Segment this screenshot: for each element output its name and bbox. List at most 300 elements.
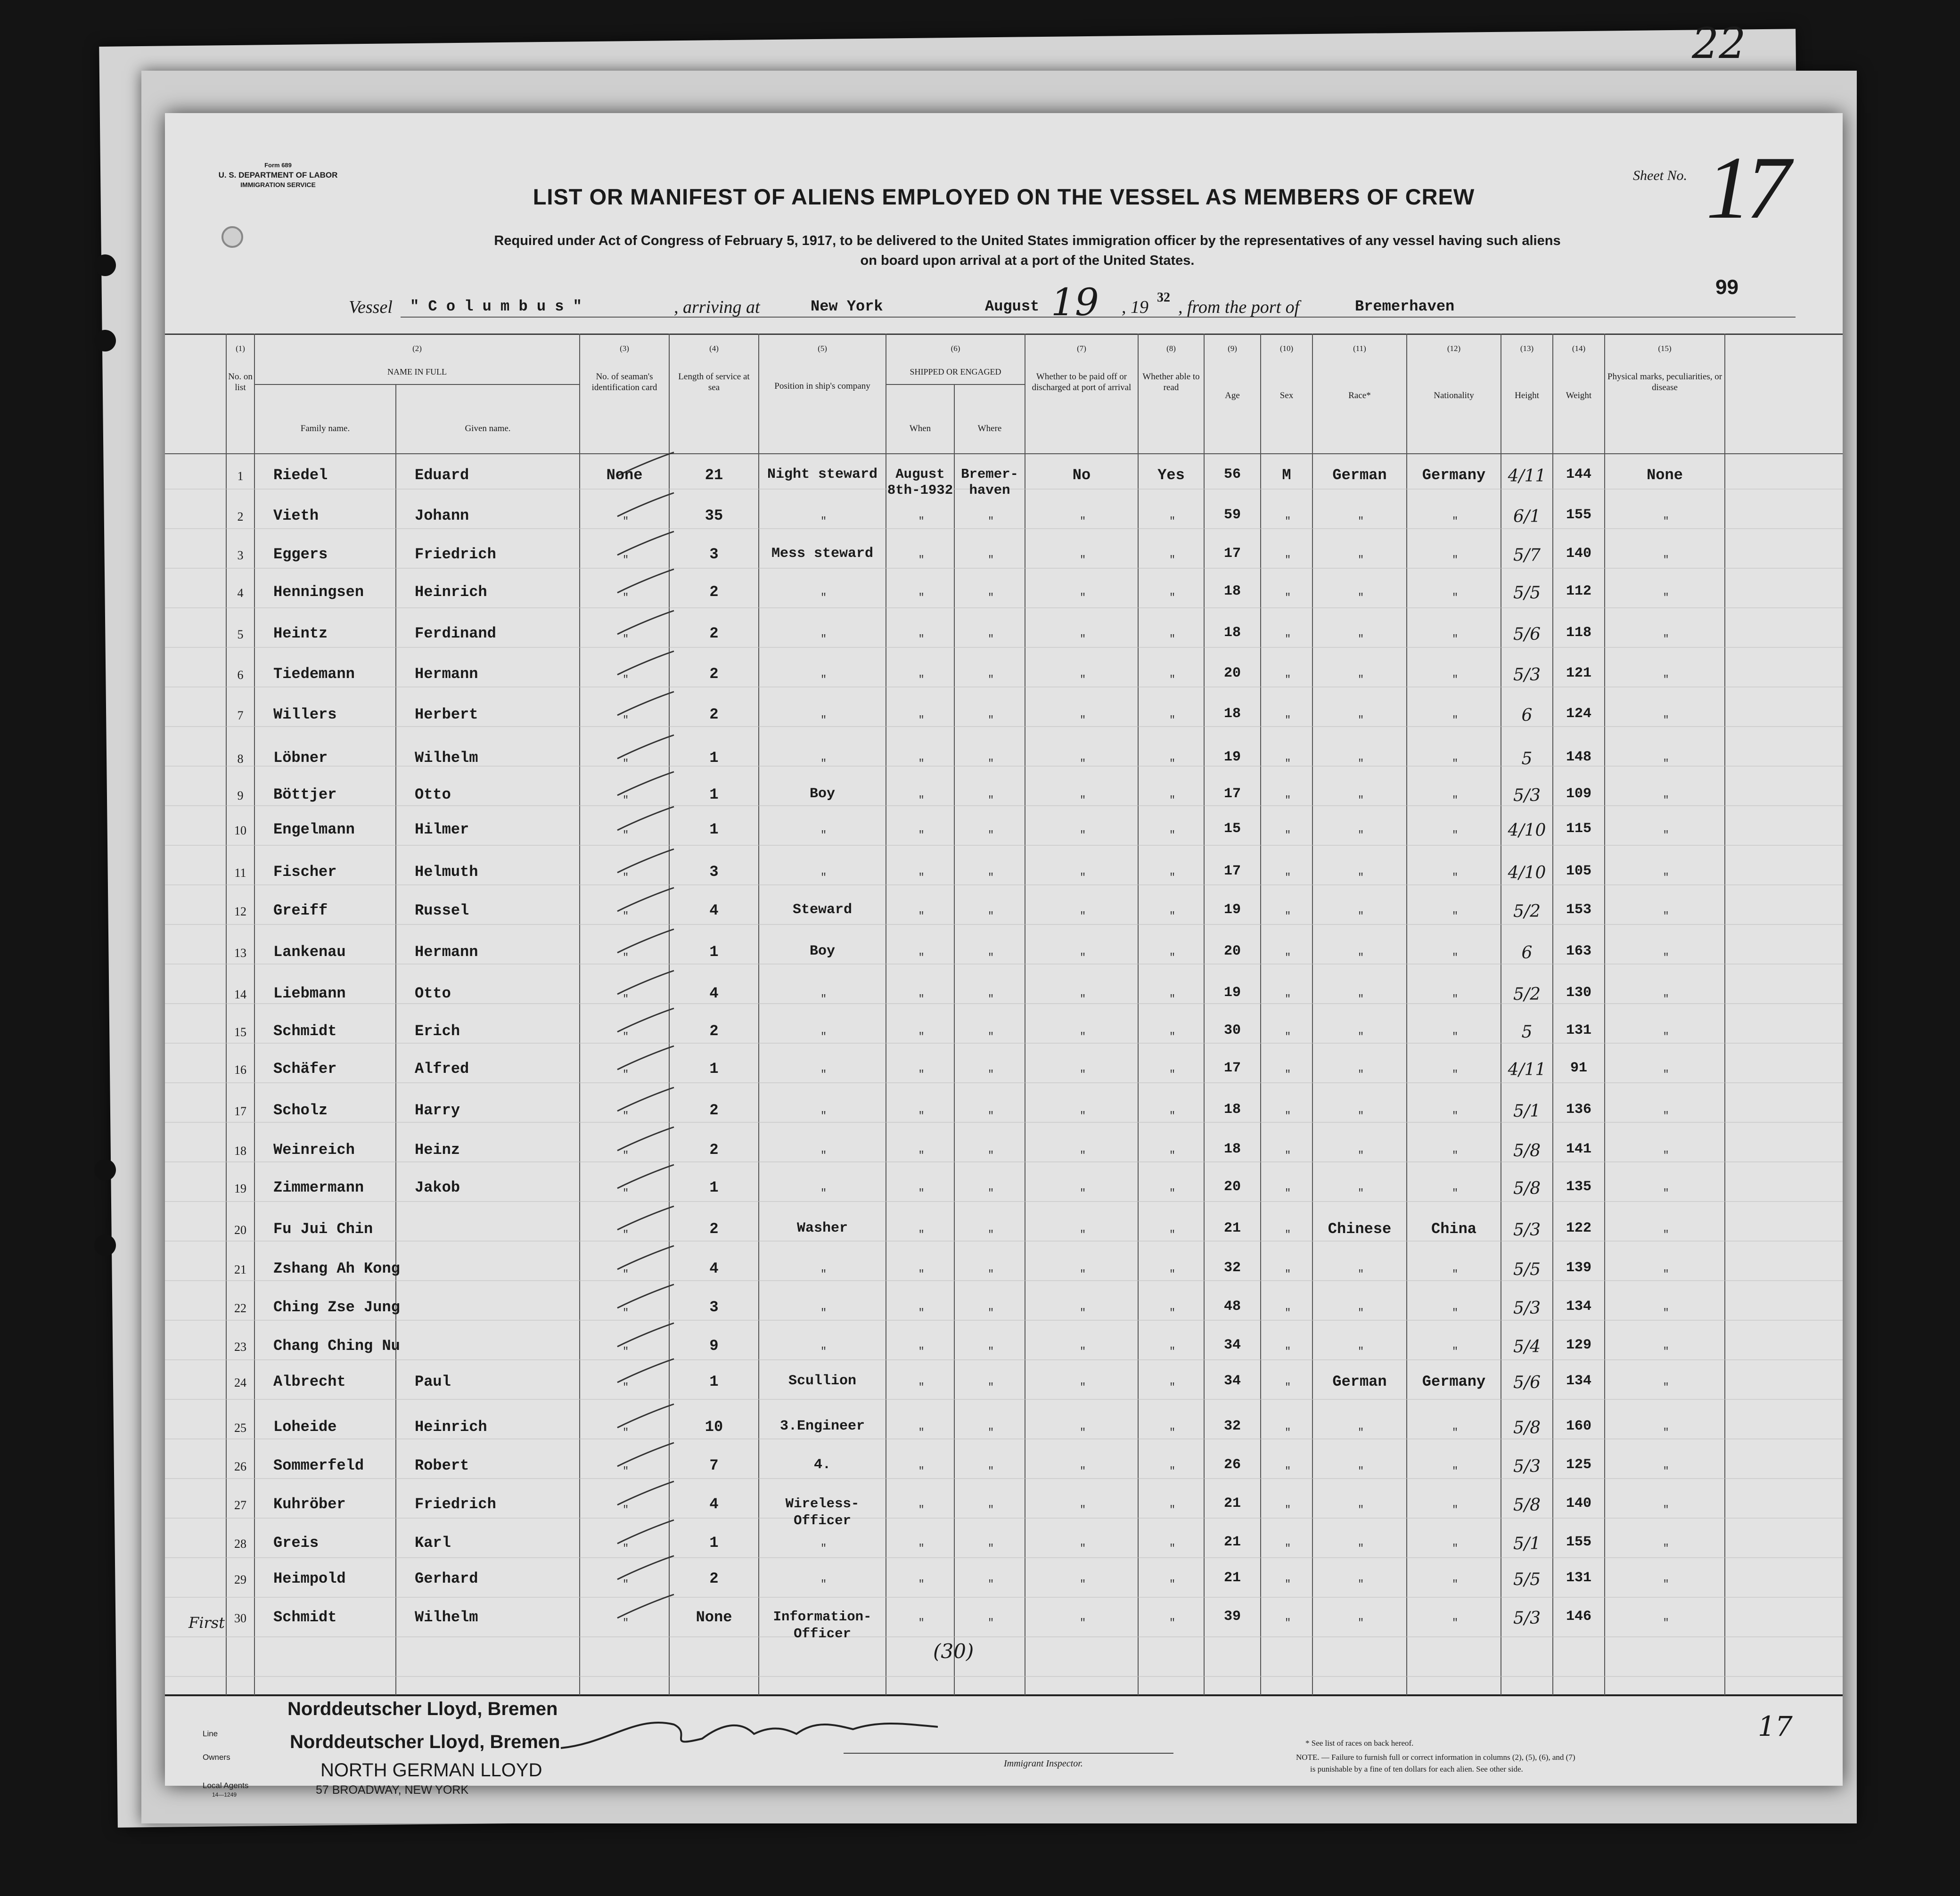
ditto-mark: " xyxy=(988,1031,994,1043)
check-mark xyxy=(617,1246,674,1269)
ditto-mark: " xyxy=(1169,554,1176,566)
ditto-mark: " xyxy=(1358,1187,1364,1199)
check-mark xyxy=(617,735,674,759)
departure-port: Bremerhaven xyxy=(1355,298,1455,315)
ditto-mark: " xyxy=(1452,910,1459,922)
cell-length: 3 xyxy=(709,546,719,563)
cell-height: 5/6 xyxy=(1513,625,1541,644)
check-mark xyxy=(617,888,674,911)
cell-weight: 155 xyxy=(1566,507,1591,523)
cell-age: 34 xyxy=(1223,1373,1241,1389)
ditto-mark: " xyxy=(988,554,994,566)
cell-weight: 153 xyxy=(1566,902,1591,918)
cell-height: 6/1 xyxy=(1513,507,1541,526)
cell-no: 20 xyxy=(234,1223,246,1237)
ditto-mark: " xyxy=(988,633,994,645)
header-nationality: Nationality xyxy=(1434,391,1474,400)
cell-given: Heinrich xyxy=(415,583,487,601)
ditto-mark: " xyxy=(1169,1307,1176,1319)
fine-note-1: NOTE. — Failure to furnish full or correct information in columns (2), (5), (6), and (7) xyxy=(1296,1753,1575,1762)
cell-age: 26 xyxy=(1223,1457,1241,1473)
cell-height: 5/5 xyxy=(1513,583,1541,603)
manifest-table xyxy=(165,334,1843,1700)
cell-family: Zshang Ah Kong xyxy=(273,1260,400,1277)
cell-length: 1 xyxy=(709,1179,719,1196)
cell-height: 5/3 xyxy=(1513,1457,1541,1476)
ditto-mark: " xyxy=(1080,1069,1086,1080)
cell-family: Schmidt xyxy=(273,1022,337,1040)
cell-family: Albrecht xyxy=(273,1373,346,1390)
cell-age: 34 xyxy=(1223,1337,1241,1353)
ditto-mark: " xyxy=(623,592,629,604)
ditto-mark: " xyxy=(1285,794,1291,806)
ditto-mark: " xyxy=(1358,794,1364,806)
cell-weight: 131 xyxy=(1566,1022,1591,1038)
ditto-mark: " xyxy=(1452,1543,1459,1554)
agents-label: Local Agents xyxy=(203,1781,249,1790)
ditto-mark: " xyxy=(1169,829,1176,841)
ditto-mark: " xyxy=(1452,1617,1459,1629)
ditto-mark: " xyxy=(623,633,629,645)
check-mark xyxy=(617,1087,674,1111)
ditto-mark: " xyxy=(1452,794,1459,806)
cell-weight: 141 xyxy=(1566,1141,1591,1157)
cell-height: 5/8 xyxy=(1513,1141,1541,1160)
punch-hole xyxy=(94,330,116,351)
ditto-mark: " xyxy=(1358,872,1364,883)
ditto-mark: " xyxy=(1358,1427,1364,1438)
ditto-mark: " xyxy=(1452,592,1459,604)
cell-age: 18 xyxy=(1223,583,1241,599)
cell-given: Ferdinand xyxy=(415,625,496,642)
ditto-mark: " xyxy=(1080,554,1086,566)
cell-no: 22 xyxy=(234,1301,246,1315)
arrival-port: New York xyxy=(811,298,883,315)
page-subtitle: Required under Act of Congress of February 5, 1917, to be delivered to the United States immigration officer by the representatives of any vessel having such aliens on board upon arrival at a port of the United States. xyxy=(494,233,1561,268)
ditto-mark: " xyxy=(918,554,925,566)
owners-stamp: Norddeutscher Lloyd, Bremen xyxy=(290,1732,560,1752)
ditto-mark: " xyxy=(1452,554,1459,566)
ditto-mark: " xyxy=(918,1031,925,1043)
ditto-mark: " xyxy=(918,1069,925,1080)
cell-sex: M xyxy=(1282,466,1291,484)
ditto-mark: " xyxy=(623,1268,629,1280)
ditto-mark: " xyxy=(1663,993,1669,1005)
ditto-mark: " xyxy=(1285,872,1291,883)
header-name-in-full: NAME IN FULL xyxy=(387,367,447,376)
ditto-mark: " xyxy=(1080,1617,1086,1629)
cell-length: 2 xyxy=(709,706,719,723)
ditto-mark: " xyxy=(988,952,994,964)
header-able-read: Whether able to read xyxy=(1142,372,1200,392)
cell-given: Friedrich xyxy=(415,1496,496,1513)
cell-height: 6 xyxy=(1521,943,1533,963)
ditto-mark: " xyxy=(988,1069,994,1080)
line-label: Line xyxy=(203,1729,218,1738)
cell-position: Boy xyxy=(809,943,835,959)
ditto-mark: " xyxy=(1452,515,1459,527)
ditto-mark: " xyxy=(1080,1150,1086,1161)
cell-length: 4 xyxy=(709,985,719,1002)
cell-age: 19 xyxy=(1223,985,1241,1001)
cell-weight: 136 xyxy=(1566,1102,1591,1118)
cell-family: Henningsen xyxy=(273,583,364,601)
ditto-mark: " xyxy=(1169,1346,1176,1357)
cell-nationality: Germany xyxy=(1422,466,1486,484)
cell-length: 35 xyxy=(705,507,723,524)
cell-position: Wireless- Officer xyxy=(785,1496,860,1528)
cell-position: Night steward xyxy=(767,466,878,482)
cell-no: 9 xyxy=(237,789,244,802)
arrival-day: 19 xyxy=(1051,280,1099,324)
ditto-mark: " xyxy=(1080,758,1086,769)
cell-height: 5/2 xyxy=(1513,902,1541,921)
ditto-mark: " xyxy=(918,1229,925,1241)
ditto-mark: " xyxy=(1663,1110,1669,1122)
ditto-mark: " xyxy=(1169,1465,1176,1477)
cell-height: 4/11 xyxy=(1508,466,1546,486)
cell-family: Liebmann xyxy=(273,985,346,1002)
vessel-label: Vessel xyxy=(349,297,393,317)
ditto-mark: " xyxy=(1080,794,1086,806)
cell-age: 19 xyxy=(1223,902,1241,918)
ditto-mark: " xyxy=(918,1381,925,1393)
ditto-mark: " xyxy=(623,1543,629,1554)
cell-age: 18 xyxy=(1223,1102,1241,1118)
ditto-mark: " xyxy=(1358,714,1364,726)
cell-length: 3 xyxy=(709,1299,719,1316)
cell-given: Otto xyxy=(415,786,451,803)
cell-length: 1 xyxy=(709,786,719,803)
check-mark xyxy=(617,531,674,555)
ditto-mark: " xyxy=(1452,1307,1459,1319)
check-mark xyxy=(617,1323,674,1347)
vessel-line-rule xyxy=(401,317,1796,318)
header-weight: Weight xyxy=(1566,391,1592,400)
ditto-mark: " xyxy=(1285,714,1291,726)
cell-height: 5/3 xyxy=(1513,1609,1541,1628)
cell-family: Greiff xyxy=(273,902,328,919)
ditto-mark: " xyxy=(988,1110,994,1122)
cell-family: Eggers xyxy=(273,546,328,563)
header-race: Race* xyxy=(1348,391,1371,400)
check-mark xyxy=(617,772,674,795)
cell-age: 20 xyxy=(1223,1179,1241,1195)
first-annotation: First xyxy=(189,1614,225,1632)
cell-position: Boy xyxy=(809,786,835,802)
cell-position: 4. xyxy=(813,1457,831,1473)
cell-family: Weinreich xyxy=(273,1141,355,1159)
ditto-mark: " xyxy=(1285,952,1291,964)
header-where: Where xyxy=(977,424,1002,433)
ditto-mark: " xyxy=(1169,1187,1176,1199)
cell-weight: 124 xyxy=(1566,706,1591,722)
year-suffix: 32 xyxy=(1157,290,1170,305)
ditto-mark: " xyxy=(623,1031,629,1043)
cell-length: 2 xyxy=(709,1022,719,1040)
ditto-mark: " xyxy=(1169,1578,1176,1590)
ditto-mark: " xyxy=(1663,674,1669,686)
cell-no: 4 xyxy=(237,586,244,600)
ditto-mark: " xyxy=(1663,758,1669,769)
cell-given: Jakob xyxy=(415,1179,460,1196)
ditto-mark: " xyxy=(1452,1150,1459,1161)
cell-height: 5/4 xyxy=(1513,1337,1541,1357)
ditto-mark: " xyxy=(1358,1346,1364,1357)
check-mark xyxy=(617,929,674,953)
cell-length: 1 xyxy=(709,749,719,767)
ditto-mark: " xyxy=(1169,592,1176,604)
ditto-mark: " xyxy=(1080,872,1086,883)
cell-weight: 163 xyxy=(1566,943,1591,959)
ditto-mark: " xyxy=(623,794,629,806)
ditto-mark: " xyxy=(1452,872,1459,883)
ditto-mark: " xyxy=(820,1578,827,1590)
ditto-mark: " xyxy=(1663,1150,1669,1161)
ditto-mark: " xyxy=(918,1504,925,1516)
header-when: When xyxy=(909,424,931,433)
cell-weight: 131 xyxy=(1566,1570,1591,1586)
ditto-mark: " xyxy=(1169,1427,1176,1438)
cell-length: 4 xyxy=(709,902,719,919)
cell-length: 2 xyxy=(709,665,719,683)
cell-family: Böttjer xyxy=(273,786,337,803)
ditto-mark: " xyxy=(988,1427,994,1438)
ditto-mark: " xyxy=(918,758,925,769)
ditto-mark: " xyxy=(623,1381,629,1393)
header-family-name: Family name. xyxy=(300,424,350,433)
ditto-mark: " xyxy=(820,993,827,1005)
ditto-mark: " xyxy=(623,952,629,964)
ditto-mark: " xyxy=(1285,1465,1291,1477)
cell-height: 5/3 xyxy=(1513,1299,1541,1318)
cell-given: Wilhelm xyxy=(415,749,478,767)
header-length-service: Length of service at sea xyxy=(678,372,750,392)
check-mark xyxy=(617,1520,674,1544)
ditto-mark: " xyxy=(1663,515,1669,527)
ditto-mark: " xyxy=(918,952,925,964)
cell-height: 5/7 xyxy=(1513,546,1541,565)
ditto-mark: " xyxy=(1080,1346,1086,1357)
cell-position: Information- Officer xyxy=(773,1609,872,1642)
ditto-mark: " xyxy=(820,872,827,883)
ditto-mark: " xyxy=(1452,1504,1459,1516)
owners-label: Owners xyxy=(203,1753,230,1762)
cell-no: 1 xyxy=(237,469,244,483)
cell-given: Alfred xyxy=(415,1060,469,1078)
punch-hole xyxy=(221,226,243,248)
ditto-mark: " xyxy=(1169,910,1176,922)
ditto-mark: " xyxy=(988,1150,994,1161)
ditto-mark: " xyxy=(623,1617,629,1629)
cell-height: 5/3 xyxy=(1513,665,1541,685)
ditto-mark: " xyxy=(1358,1031,1364,1043)
cell-age: 39 xyxy=(1223,1609,1241,1625)
cell-age: 32 xyxy=(1223,1418,1241,1434)
sheet-number-label: Sheet No. xyxy=(1633,168,1687,183)
inspector-rule xyxy=(844,1753,1173,1754)
ditto-mark: " xyxy=(988,1187,994,1199)
ditto-mark: " xyxy=(918,910,925,922)
cell-length: 4 xyxy=(709,1260,719,1277)
cell-length: 1 xyxy=(709,943,719,961)
cell-weight: 130 xyxy=(1566,985,1591,1001)
cell-given: Otto xyxy=(415,985,451,1002)
cell-length: 10 xyxy=(705,1418,723,1436)
ditto-mark: " xyxy=(1663,633,1669,645)
cell-family: Heintz xyxy=(273,625,328,642)
ditto-mark: " xyxy=(1358,952,1364,964)
ditto-mark: " xyxy=(1285,758,1291,769)
header-paid-off: Whether to be paid off or discharged at port of arrival xyxy=(1032,372,1132,392)
ditto-mark: " xyxy=(1285,592,1291,604)
ditto-mark: " xyxy=(1452,1110,1459,1122)
agents-code: 14—1249 xyxy=(212,1791,237,1798)
ditto-mark: " xyxy=(918,1268,925,1280)
ditto-mark: " xyxy=(1285,1110,1291,1122)
cell-weight: 155 xyxy=(1566,1534,1591,1550)
ditto-mark: " xyxy=(918,1110,925,1122)
year-prefix: , 19 xyxy=(1122,297,1148,317)
check-mark xyxy=(617,1008,674,1032)
ditto-mark: " xyxy=(1169,1504,1176,1516)
ditto-mark: " xyxy=(1285,1031,1291,1043)
ditto-mark: " xyxy=(1358,674,1364,686)
cell-age: 20 xyxy=(1223,665,1241,681)
ditto-mark: " xyxy=(918,993,925,1005)
ditto-mark: " xyxy=(918,794,925,806)
cell-position: Scullion xyxy=(788,1373,857,1389)
ditto-mark: " xyxy=(1358,1617,1364,1629)
ditto-mark: " xyxy=(1080,1187,1086,1199)
column-number: (2) xyxy=(412,344,422,353)
cell-paid: No xyxy=(1072,466,1091,484)
ditto-mark: " xyxy=(988,1543,994,1554)
cell-given: Hermann xyxy=(415,665,478,683)
column-number: (13) xyxy=(1520,344,1534,353)
ditto-mark: " xyxy=(623,993,629,1005)
cell-no: 7 xyxy=(237,709,244,722)
cell-no: 29 xyxy=(234,1573,246,1586)
ditto-mark: " xyxy=(1663,1307,1669,1319)
ditto-mark: " xyxy=(918,1427,925,1438)
cell-given: Harry xyxy=(415,1102,460,1119)
ditto-mark: " xyxy=(623,1465,629,1477)
cell-age: 56 xyxy=(1223,466,1241,482)
ditto-mark: " xyxy=(1080,1543,1086,1554)
ditto-mark: " xyxy=(1663,714,1669,726)
ditto-mark: " xyxy=(1358,1307,1364,1319)
cell-height: 5/8 xyxy=(1513,1496,1541,1515)
ditto-mark: " xyxy=(1663,1465,1669,1477)
ditto-mark: " xyxy=(988,1307,994,1319)
cell-height: 4/10 xyxy=(1508,863,1546,883)
cell-weight: 121 xyxy=(1566,665,1591,681)
cell-given: Paul xyxy=(415,1373,451,1390)
ditto-mark: " xyxy=(1452,1427,1459,1438)
cell-given: Russel xyxy=(415,902,469,919)
cell-age: 18 xyxy=(1223,625,1241,641)
ditto-mark: " xyxy=(623,1069,629,1080)
ditto-mark: " xyxy=(1169,794,1176,806)
ditto-mark: " xyxy=(1080,1427,1086,1438)
ditto-mark: " xyxy=(1169,1381,1176,1393)
ditto-mark: " xyxy=(820,633,827,645)
ditto-mark: " xyxy=(1080,1381,1086,1393)
cell-no: 18 xyxy=(234,1144,246,1158)
cell-weight: 134 xyxy=(1566,1373,1591,1389)
ditto-mark: " xyxy=(623,758,629,769)
cell-height: 5/1 xyxy=(1513,1534,1541,1553)
ditto-mark: " xyxy=(1080,1031,1086,1043)
ditto-mark: " xyxy=(820,758,827,769)
ditto-mark: " xyxy=(1452,1578,1459,1590)
cell-no: 26 xyxy=(234,1460,246,1473)
arriving-label: , arriving at xyxy=(674,297,760,317)
inspector-label: Immigrant Inspector. xyxy=(1004,1758,1083,1769)
cell-family: Schmidt xyxy=(273,1609,337,1626)
ditto-mark: " xyxy=(1169,633,1176,645)
ditto-mark: " xyxy=(1358,1268,1364,1280)
ditto-mark: " xyxy=(1080,1504,1086,1516)
ditto-mark: " xyxy=(623,515,629,527)
ditto-mark: " xyxy=(1452,1268,1459,1280)
cell-nationality: Germany xyxy=(1422,1373,1486,1390)
check-mark xyxy=(617,849,674,873)
cell-nationality: China xyxy=(1431,1220,1476,1238)
cell-family: Willers xyxy=(273,706,337,723)
ditto-mark: " xyxy=(820,829,827,841)
ditto-mark: " xyxy=(1169,1229,1176,1241)
ditto-mark: " xyxy=(1080,993,1086,1005)
bottom-right-number: 17 xyxy=(1758,1710,1793,1742)
cell-age: 48 xyxy=(1223,1299,1241,1315)
ditto-mark: " xyxy=(1285,554,1291,566)
ditto-mark: " xyxy=(820,714,827,726)
ditto-mark: " xyxy=(988,1229,994,1241)
cell-age: 17 xyxy=(1223,863,1241,879)
cell-given: Hilmer xyxy=(415,821,469,838)
ditto-mark: " xyxy=(1663,910,1669,922)
ditto-mark: " xyxy=(820,592,827,604)
check-mark xyxy=(617,807,674,830)
ditto-mark: " xyxy=(1358,633,1364,645)
ditto-mark: " xyxy=(918,1617,925,1629)
ditto-mark: " xyxy=(1169,952,1176,964)
cell-weight: 122 xyxy=(1566,1220,1591,1236)
cell-given: Erich xyxy=(415,1022,460,1040)
ditto-mark: " xyxy=(1663,1229,1669,1241)
ditto-mark: " xyxy=(1358,592,1364,604)
ditto-mark: " xyxy=(1452,1187,1459,1199)
cell-age: 59 xyxy=(1223,507,1241,523)
cell-height: 4/10 xyxy=(1508,821,1546,840)
ditto-mark: " xyxy=(1358,910,1364,922)
ditto-mark: " xyxy=(1080,910,1086,922)
ditto-mark: " xyxy=(1358,1069,1364,1080)
cell-family: Tiedemann xyxy=(273,665,355,683)
cell-height: 5 xyxy=(1521,1022,1533,1042)
cell-length: 9 xyxy=(709,1337,719,1355)
stamp-number: 99 xyxy=(1715,276,1739,299)
ditto-mark: " xyxy=(1169,1069,1176,1080)
cell-height: 5/5 xyxy=(1513,1570,1541,1589)
cell-weight: 144 xyxy=(1566,466,1591,482)
ditto-mark: " xyxy=(1663,1069,1669,1080)
cell-no: 2 xyxy=(237,510,244,523)
cell-length: 1 xyxy=(709,1373,719,1390)
header-height: Height xyxy=(1515,391,1539,400)
